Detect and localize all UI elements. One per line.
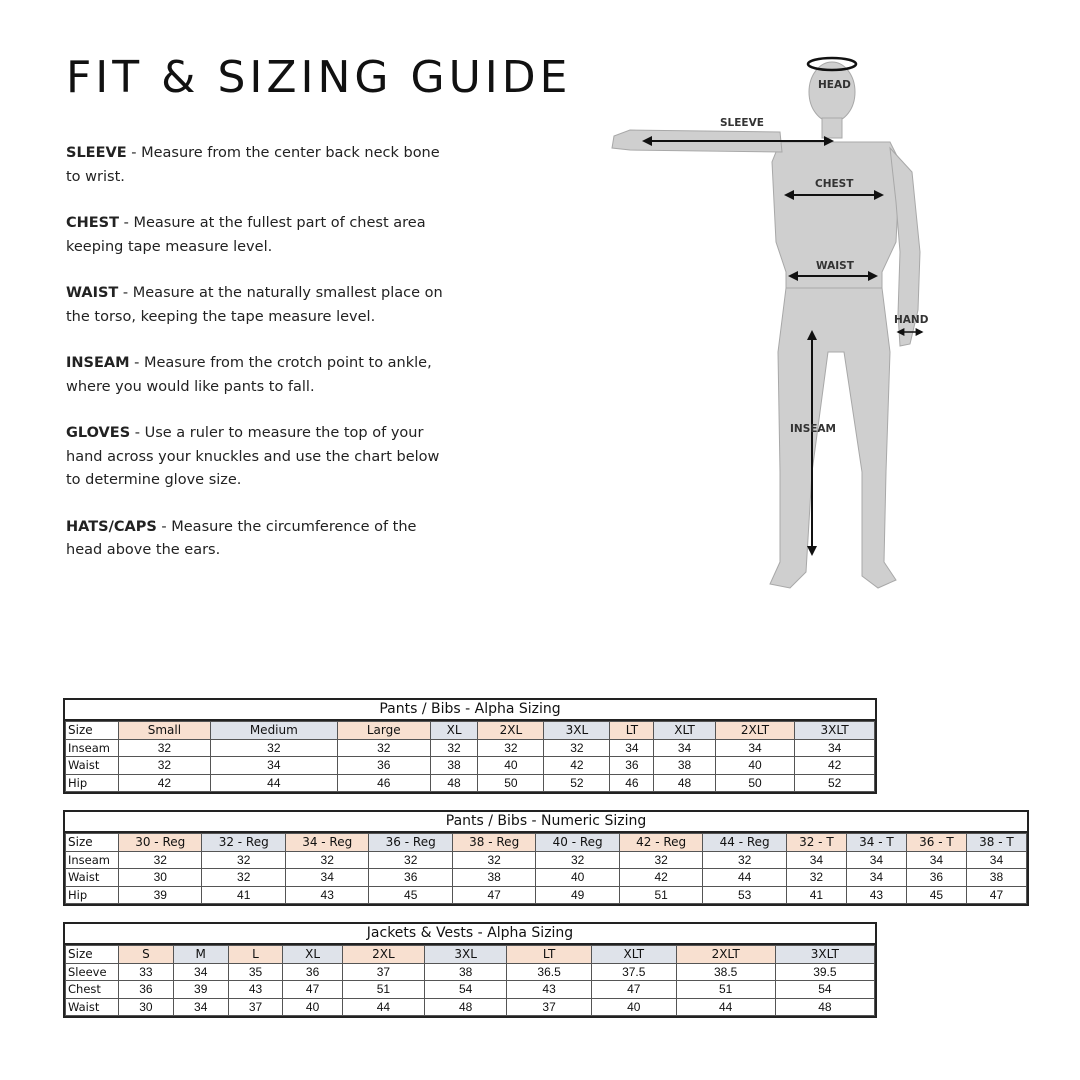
size-header-cell: L: [228, 946, 283, 964]
instruction-term: GLOVES: [66, 425, 131, 441]
table-cell: 32: [119, 851, 202, 869]
size-header-cell: 34 - Reg: [285, 834, 368, 852]
size-header-cell: 3XL: [544, 722, 610, 740]
table-cell: 52: [544, 774, 610, 792]
table-cell: 35: [228, 963, 283, 981]
size-header-cell: 42 - Reg: [619, 834, 702, 852]
row-label: Waist: [66, 998, 119, 1016]
table-cell: 36: [119, 981, 174, 999]
table-cell: 34: [173, 963, 228, 981]
table-cell: 32: [478, 739, 544, 757]
table-cell: 34: [786, 851, 846, 869]
row-label: Size: [66, 946, 119, 964]
table-cell: 34: [966, 851, 1026, 869]
table-cell: 44: [342, 998, 424, 1016]
table-title: Pants / Bibs - Alpha Sizing: [65, 700, 875, 721]
table-cell: 52: [795, 774, 875, 792]
table-row: [66, 963, 875, 981]
table-cell: 34: [610, 739, 654, 757]
label-head: HEAD: [818, 79, 851, 91]
row-label: Inseam: [66, 739, 119, 757]
instruction-text: - Measure at the naturally smallest place on the torso, keeping the tape measure level.: [66, 285, 443, 325]
table-cell: 41: [786, 886, 846, 904]
size-header-cell: 32 - T: [786, 834, 846, 852]
table-cell: 53: [703, 886, 786, 904]
size-header-cell: 3XL: [425, 946, 507, 964]
instruction-gloves: [66, 422, 456, 493]
table-cell: 43: [228, 981, 283, 999]
table-row: [66, 757, 875, 775]
table-cell: 34: [846, 851, 906, 869]
row-label: Waist: [66, 869, 119, 887]
table-title: Pants / Bibs - Numeric Sizing: [65, 812, 1027, 833]
table-grid: [65, 721, 875, 792]
table-cell: 32: [119, 739, 211, 757]
instruction-waist: [66, 282, 456, 329]
pants-numeric-table: [63, 810, 1029, 906]
table-cell: 51: [676, 981, 775, 999]
body-measurement-figure: [600, 52, 940, 597]
label-inseam: INSEAM: [790, 423, 837, 435]
table-cell: 36: [337, 757, 430, 775]
table-cell: 38: [452, 869, 535, 887]
table-cell: 39: [119, 886, 202, 904]
size-header-cell: XLT: [591, 946, 676, 964]
table-cell: 51: [342, 981, 424, 999]
row-label: Waist: [66, 757, 119, 775]
table-cell: 40: [591, 998, 676, 1016]
size-header-cell: Small: [119, 722, 211, 740]
table-header-row: [66, 722, 875, 740]
size-header-cell: Large: [337, 722, 430, 740]
row-label: Chest: [66, 981, 119, 999]
table-cell: 32: [452, 851, 535, 869]
row-label: Sleeve: [66, 963, 119, 981]
table-cell: 34: [285, 869, 368, 887]
label-sleeve: SLEEVE: [720, 117, 764, 129]
table-cell: 49: [536, 886, 619, 904]
table-cell: 32: [285, 851, 368, 869]
table-cell: 41: [202, 886, 285, 904]
instruction-term: SLEEVE: [66, 145, 127, 161]
table-cell: 44: [703, 869, 786, 887]
table-cell: 34: [715, 739, 795, 757]
label-waist: WAIST: [816, 260, 854, 272]
size-header-cell: 36 - Reg: [369, 834, 452, 852]
table-grid: [65, 833, 1027, 904]
table-cell: 37.5: [591, 963, 676, 981]
size-header-cell: XLT: [654, 722, 715, 740]
table-cell: 45: [906, 886, 966, 904]
table-cell: 30: [119, 869, 202, 887]
table-cell: 34: [906, 851, 966, 869]
size-header-cell: 38 - Reg: [452, 834, 535, 852]
table-cell: 37: [228, 998, 283, 1016]
table-cell: 39.5: [775, 963, 874, 981]
size-header-cell: 36 - T: [906, 834, 966, 852]
table-cell: 38: [430, 757, 478, 775]
table-cell: 43: [846, 886, 906, 904]
table-row: [66, 981, 875, 999]
table-cell: 48: [654, 774, 715, 792]
size-header-cell: LT: [610, 722, 654, 740]
size-header-cell: 3XLT: [795, 722, 875, 740]
table-cell: 32: [369, 851, 452, 869]
size-header-cell: S: [119, 946, 174, 964]
table-cell: 30: [119, 998, 174, 1016]
table-cell: 43: [285, 886, 368, 904]
instruction-hats: [66, 516, 456, 563]
table-cell: 50: [478, 774, 544, 792]
table-cell: 40: [283, 998, 342, 1016]
table-cell: 32: [210, 739, 337, 757]
size-header-cell: 2XLT: [676, 946, 775, 964]
table-cell: 47: [966, 886, 1026, 904]
label-hand: HAND: [894, 314, 929, 326]
table-cell: 32: [544, 739, 610, 757]
size-header-cell: 44 - Reg: [703, 834, 786, 852]
instruction-text: - Use a ruler to measure the top of your hand across your knuckles and use the chart below to determine glove size.: [66, 425, 440, 488]
size-header-cell: 40 - Reg: [536, 834, 619, 852]
pants-alpha-table: [63, 698, 877, 794]
table-cell: 48: [430, 774, 478, 792]
table-cell: 47: [283, 981, 342, 999]
table-cell: 32: [430, 739, 478, 757]
table-cell: 44: [676, 998, 775, 1016]
table-header-row: [66, 834, 1027, 852]
size-header-cell: 34 - T: [846, 834, 906, 852]
table-cell: 32: [703, 851, 786, 869]
size-header-cell: Medium: [210, 722, 337, 740]
jackets-alpha-table: [63, 922, 877, 1018]
table-cell: 40: [715, 757, 795, 775]
table-cell: 36: [906, 869, 966, 887]
instruction-text: - Measure from the center back neck bone to wrist.: [66, 145, 440, 185]
instruction-text: - Measure from the crotch point to ankle, where you would like pants to fall.: [66, 355, 432, 395]
table-cell: 48: [425, 998, 507, 1016]
table-cell: 38: [966, 869, 1026, 887]
table-cell: 42: [619, 869, 702, 887]
row-label: Size: [66, 834, 119, 852]
table-cell: 54: [425, 981, 507, 999]
table-cell: 36: [610, 757, 654, 775]
size-header-cell: 3XLT: [775, 946, 874, 964]
table-title: Jackets & Vests - Alpha Sizing: [65, 924, 875, 945]
size-header-cell: M: [173, 946, 228, 964]
row-label: Size: [66, 722, 119, 740]
table-cell: 43: [507, 981, 592, 999]
size-header-cell: LT: [507, 946, 592, 964]
table-cell: 38: [425, 963, 507, 981]
table-cell: 50: [715, 774, 795, 792]
table-cell: 45: [369, 886, 452, 904]
table-cell: 36: [283, 963, 342, 981]
table-cell: 34: [846, 869, 906, 887]
table-cell: 32: [202, 851, 285, 869]
table-grid: [65, 945, 875, 1016]
instruction-term: INSEAM: [66, 355, 130, 371]
instruction-text: - Measure at the fullest part of chest area keeping tape measure level.: [66, 215, 426, 255]
table-row: [66, 774, 875, 792]
table-row: [66, 739, 875, 757]
table-cell: 46: [337, 774, 430, 792]
table-cell: 51: [619, 886, 702, 904]
table-row: [66, 851, 1027, 869]
instruction-text: - Measure the circumference of the head above the ears.: [66, 518, 417, 558]
size-header-cell: 32 - Reg: [202, 834, 285, 852]
row-label: Hip: [66, 774, 119, 792]
measurement-instructions: [66, 142, 456, 586]
table-cell: 42: [544, 757, 610, 775]
page-title: FIT & SIZING GUIDE: [66, 52, 572, 103]
table-cell: 47: [591, 981, 676, 999]
size-header-cell: 30 - Reg: [119, 834, 202, 852]
table-row: [66, 886, 1027, 904]
table-cell: 54: [775, 981, 874, 999]
table-cell: 32: [337, 739, 430, 757]
instruction-inseam: [66, 352, 456, 399]
table-cell: 36: [369, 869, 452, 887]
label-chest: CHEST: [815, 178, 854, 190]
instruction-term: CHEST: [66, 215, 120, 231]
instruction-term: HATS/CAPS: [66, 518, 157, 535]
table-cell: 42: [119, 774, 211, 792]
table-cell: 34: [654, 739, 715, 757]
size-header-cell: XL: [430, 722, 478, 740]
table-cell: 40: [478, 757, 544, 775]
table-cell: 34: [173, 998, 228, 1016]
table-row: [66, 869, 1027, 887]
table-cell: 34: [210, 757, 337, 775]
table-cell: 32: [202, 869, 285, 887]
table-cell: 38.5: [676, 963, 775, 981]
table-cell: 32: [536, 851, 619, 869]
table-cell: 32: [619, 851, 702, 869]
row-label: Inseam: [66, 851, 119, 869]
table-row: [66, 998, 875, 1016]
table-cell: 32: [786, 869, 846, 887]
table-cell: 44: [210, 774, 337, 792]
table-cell: 36.5: [507, 963, 592, 981]
table-cell: 37: [342, 963, 424, 981]
table-cell: 46: [610, 774, 654, 792]
table-header-row: [66, 946, 875, 964]
size-header-cell: 2XL: [478, 722, 544, 740]
table-cell: 38: [654, 757, 715, 775]
size-header-cell: 2XL: [342, 946, 424, 964]
row-label: Hip: [66, 886, 119, 904]
table-cell: 47: [452, 886, 535, 904]
table-cell: 48: [775, 998, 874, 1016]
instruction-chest: [66, 212, 456, 259]
table-cell: 42: [795, 757, 875, 775]
table-cell: 37: [507, 998, 592, 1016]
table-cell: 32: [119, 757, 211, 775]
table-cell: 39: [173, 981, 228, 999]
instruction-term: WAIST: [66, 285, 119, 301]
table-cell: 33: [119, 963, 174, 981]
size-header-cell: 38 - T: [966, 834, 1026, 852]
size-header-cell: 2XLT: [715, 722, 795, 740]
table-cell: 40: [536, 869, 619, 887]
table-cell: 34: [795, 739, 875, 757]
instruction-sleeve: [66, 142, 456, 189]
size-header-cell: XL: [283, 946, 342, 964]
